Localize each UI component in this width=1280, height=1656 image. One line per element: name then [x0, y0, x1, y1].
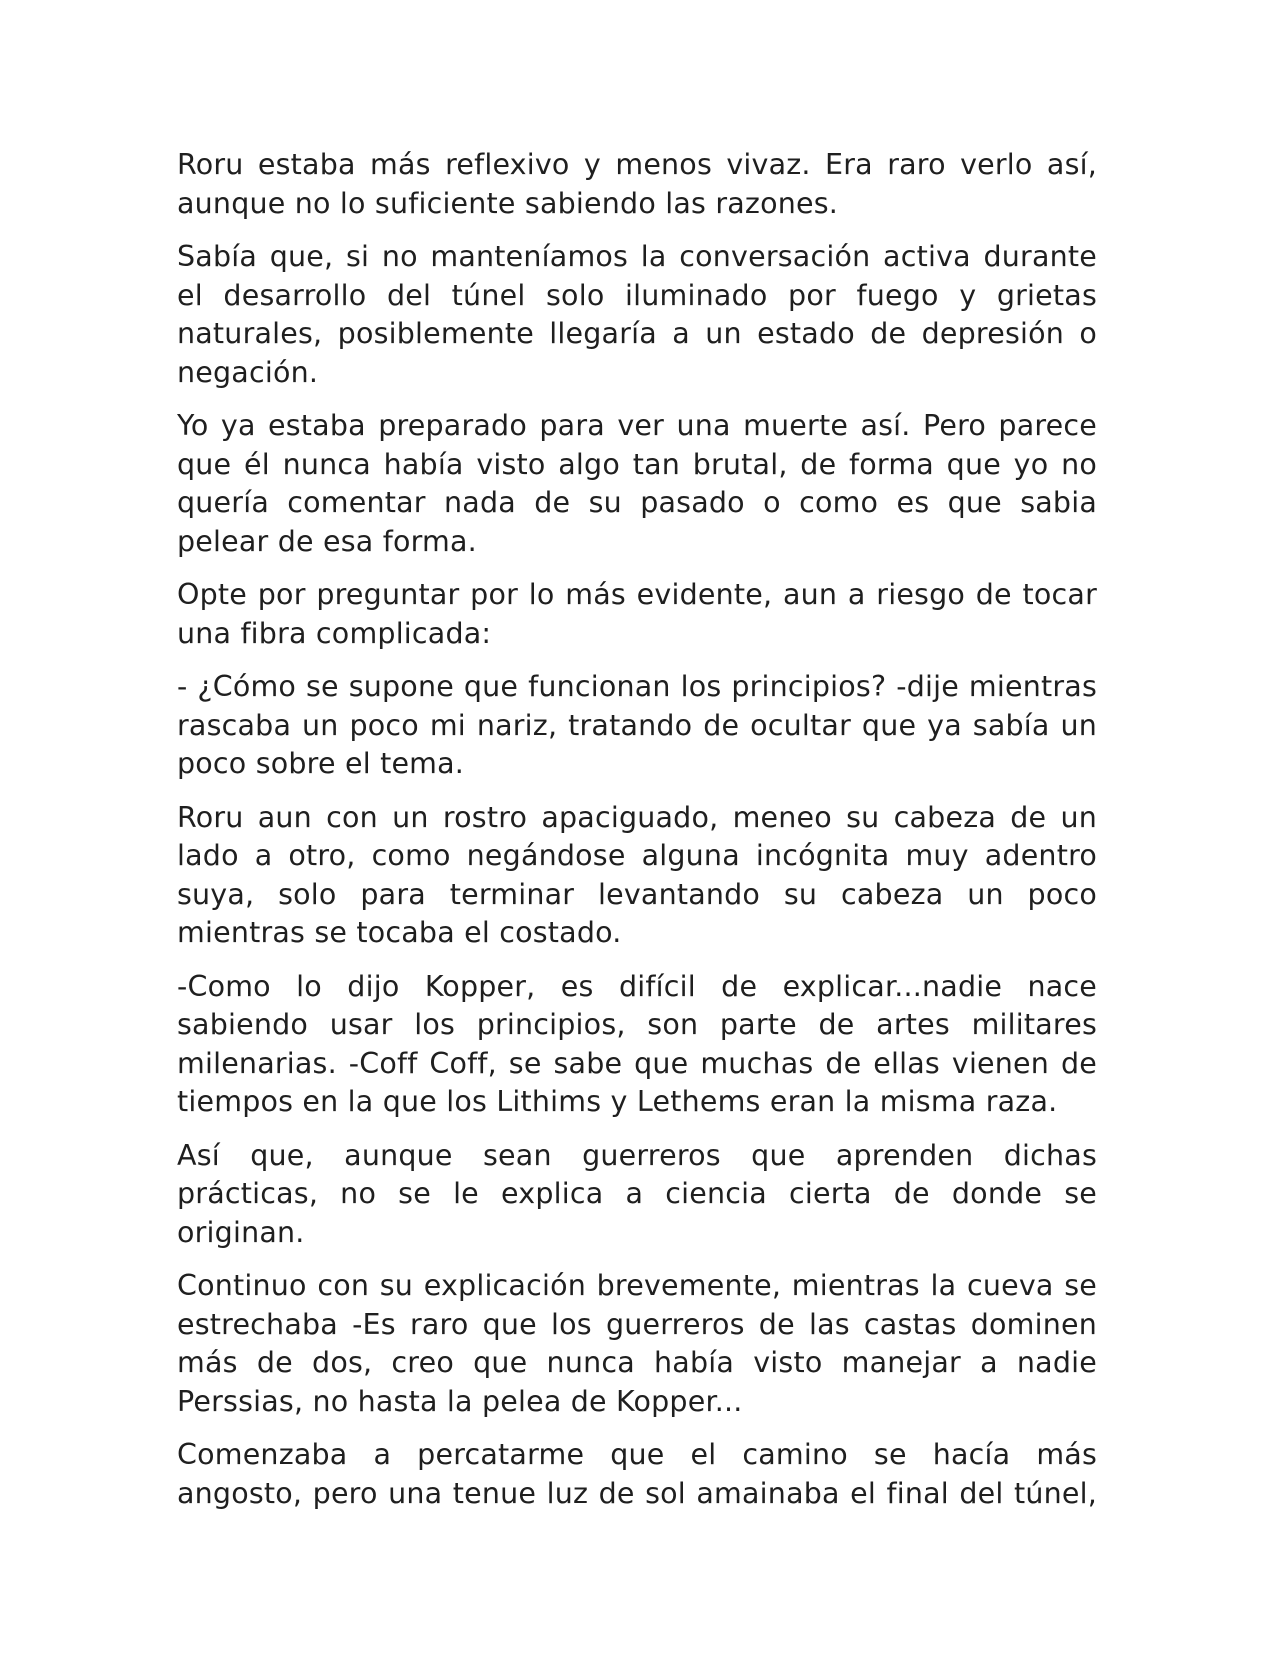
paragraph-9: Continuo con su explicación brevemente, mientras la cueva se estrechaba -Es raro que los guerreros de las castas dominen más de dos, creo que nunca había visto manejar a nadie Perssias, no hasta la pelea de Kopper...	[177, 1269, 1097, 1418]
paragraph-3: Yo ya estaba preparado para ver una muerte así. Pero parece que él nunca había visto algo tan brutal, de forma que yo no quería comentar nada de su pasado o como es que sabia pelear de esa forma.	[177, 409, 1097, 558]
paragraph-8: Así que, aunque sean guerreros que aprenden dichas prácticas, no se le explica a ciencia cierta de donde se originan.	[177, 1138, 1097, 1249]
paragraph-5: - ¿Cómo se supone que funcionan los principios? -dije mientras rascaba un poco mi nariz, tratando de ocultar que ya sabía un poco sobre el tema.	[177, 670, 1097, 780]
document-page	[177, 146, 1097, 1513]
paragraph-10: Comenzaba a percatarme que el camino se hacía más angosto, pero una tenue luz de sol amainaba el final del túnel,	[177, 1438, 1097, 1510]
paragraph-2: Sabía que, si no manteníamos la conversación activa durante el desarrollo del túnel solo iluminado por fuego y grietas naturales, posiblemente llegaría a un estado de depresión o negación.	[177, 240, 1097, 389]
paragraph-4: Opte por preguntar por lo más evidente, aun a riesgo de tocar una fibra complicada:	[177, 578, 1097, 650]
paragraph-1: Roru estaba más reflexivo y menos vivaz. Era raro verlo así, aunque no lo suficiente sabiendo las razones.	[177, 148, 1097, 220]
paragraph-7: -Como lo dijo Kopper, es difícil de explicar...nadie nace sabiendo usar los principios, son parte de artes militares milenarias. -Coff Coff, se sabe que muchas de ellas vienen de tiempos en la que los Lithims y Lethems eran la misma raza.	[177, 969, 1097, 1118]
paragraph-6: Roru aun con un rostro apaciguado, meneo su cabeza de un lado a otro, como negándose alguna incógnita muy adentro suya, solo para terminar levantando su cabeza un poco mientras se tocaba el costado.	[177, 800, 1097, 949]
